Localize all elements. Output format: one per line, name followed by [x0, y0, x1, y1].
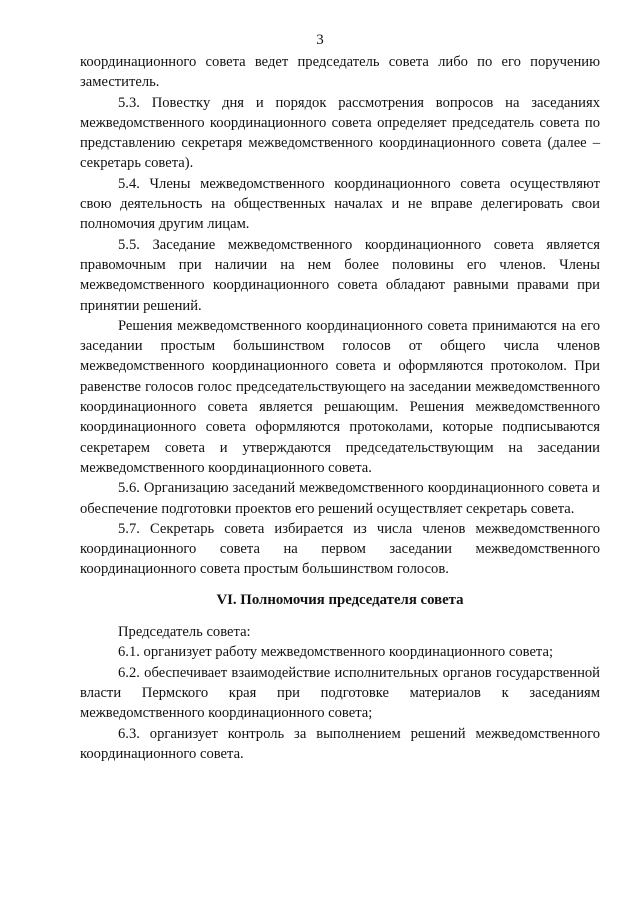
paragraphs-before [80, 52, 600, 580]
paragraph-5-6: 5.6. Организацию заседаний межведомственного координационного совета и обеспечение подготовки проектов его решений осуществляет секретарь совета. [80, 480, 600, 517]
paragraph-6-2: 6.2. обеспечивает взаимодействие исполнительных органов государственной власти Пермского края при подготовке материалов к заседаниям межведомственного координационного совета; [80, 664, 600, 722]
paragraph-6-3: 6.3. организует контроль за выполнением решений межведомственного координационного совета. [80, 725, 600, 762]
paragraph-decisions: Решения межведомственного координационного совета принимаются на его заседании простым большинством голосов от общего числа членов межведомственного координационного совета и оформляются протоколом. При равенстве голосов голос председательствующего на заседании межведомственного координационного совета является решающим. Решения межведомственного координационного совета оформляются протоколами, которые подписываются секретарем совета и утверждаются председательствующим на заседании межведомственного координационного совета. [80, 317, 600, 476]
paragraph-6-1: 6.1. организует работу межведомственного координационного совета; [118, 644, 554, 661]
paragraph-5-5: 5.5. Заседание межведомственного координационного совета является правомочным при наличии на нем более половины его членов. Члены межведомственного координационного совета обладают равными правами при принятии решений. [80, 236, 600, 314]
paragraph-5-3: 5.3. Повестку дня и порядок рассмотрения вопросов на заседаниях межведомственного координационного совета определяет председатель совета по представлению секретаря межведомственного координационного совета (далее – секретарь совета). [80, 94, 600, 172]
paragraph-5-4: 5.4. Члены межведомственного координационного совета осуществляют свою деятельность на общественных началах и не вправе делегировать свои полномочия другим лицам. [80, 175, 600, 233]
paragraph-continuation: координационного совета ведет председатель совета либо по его поручению заместитель. [80, 54, 600, 91]
document-body [80, 52, 600, 764]
section-heading: VI. Полномочия председателя совета [216, 591, 464, 608]
paragraph-5-7: 5.7. Секретарь совета избирается из числа членов межведомственного координационного совета на первом заседании межведомственного координационного совета простым большинством голосов. [80, 520, 600, 578]
paragraphs-after [80, 622, 600, 764]
page-number: 3 [316, 32, 324, 48]
paragraph-chairman-intro: Председатель совета: [118, 624, 251, 641]
